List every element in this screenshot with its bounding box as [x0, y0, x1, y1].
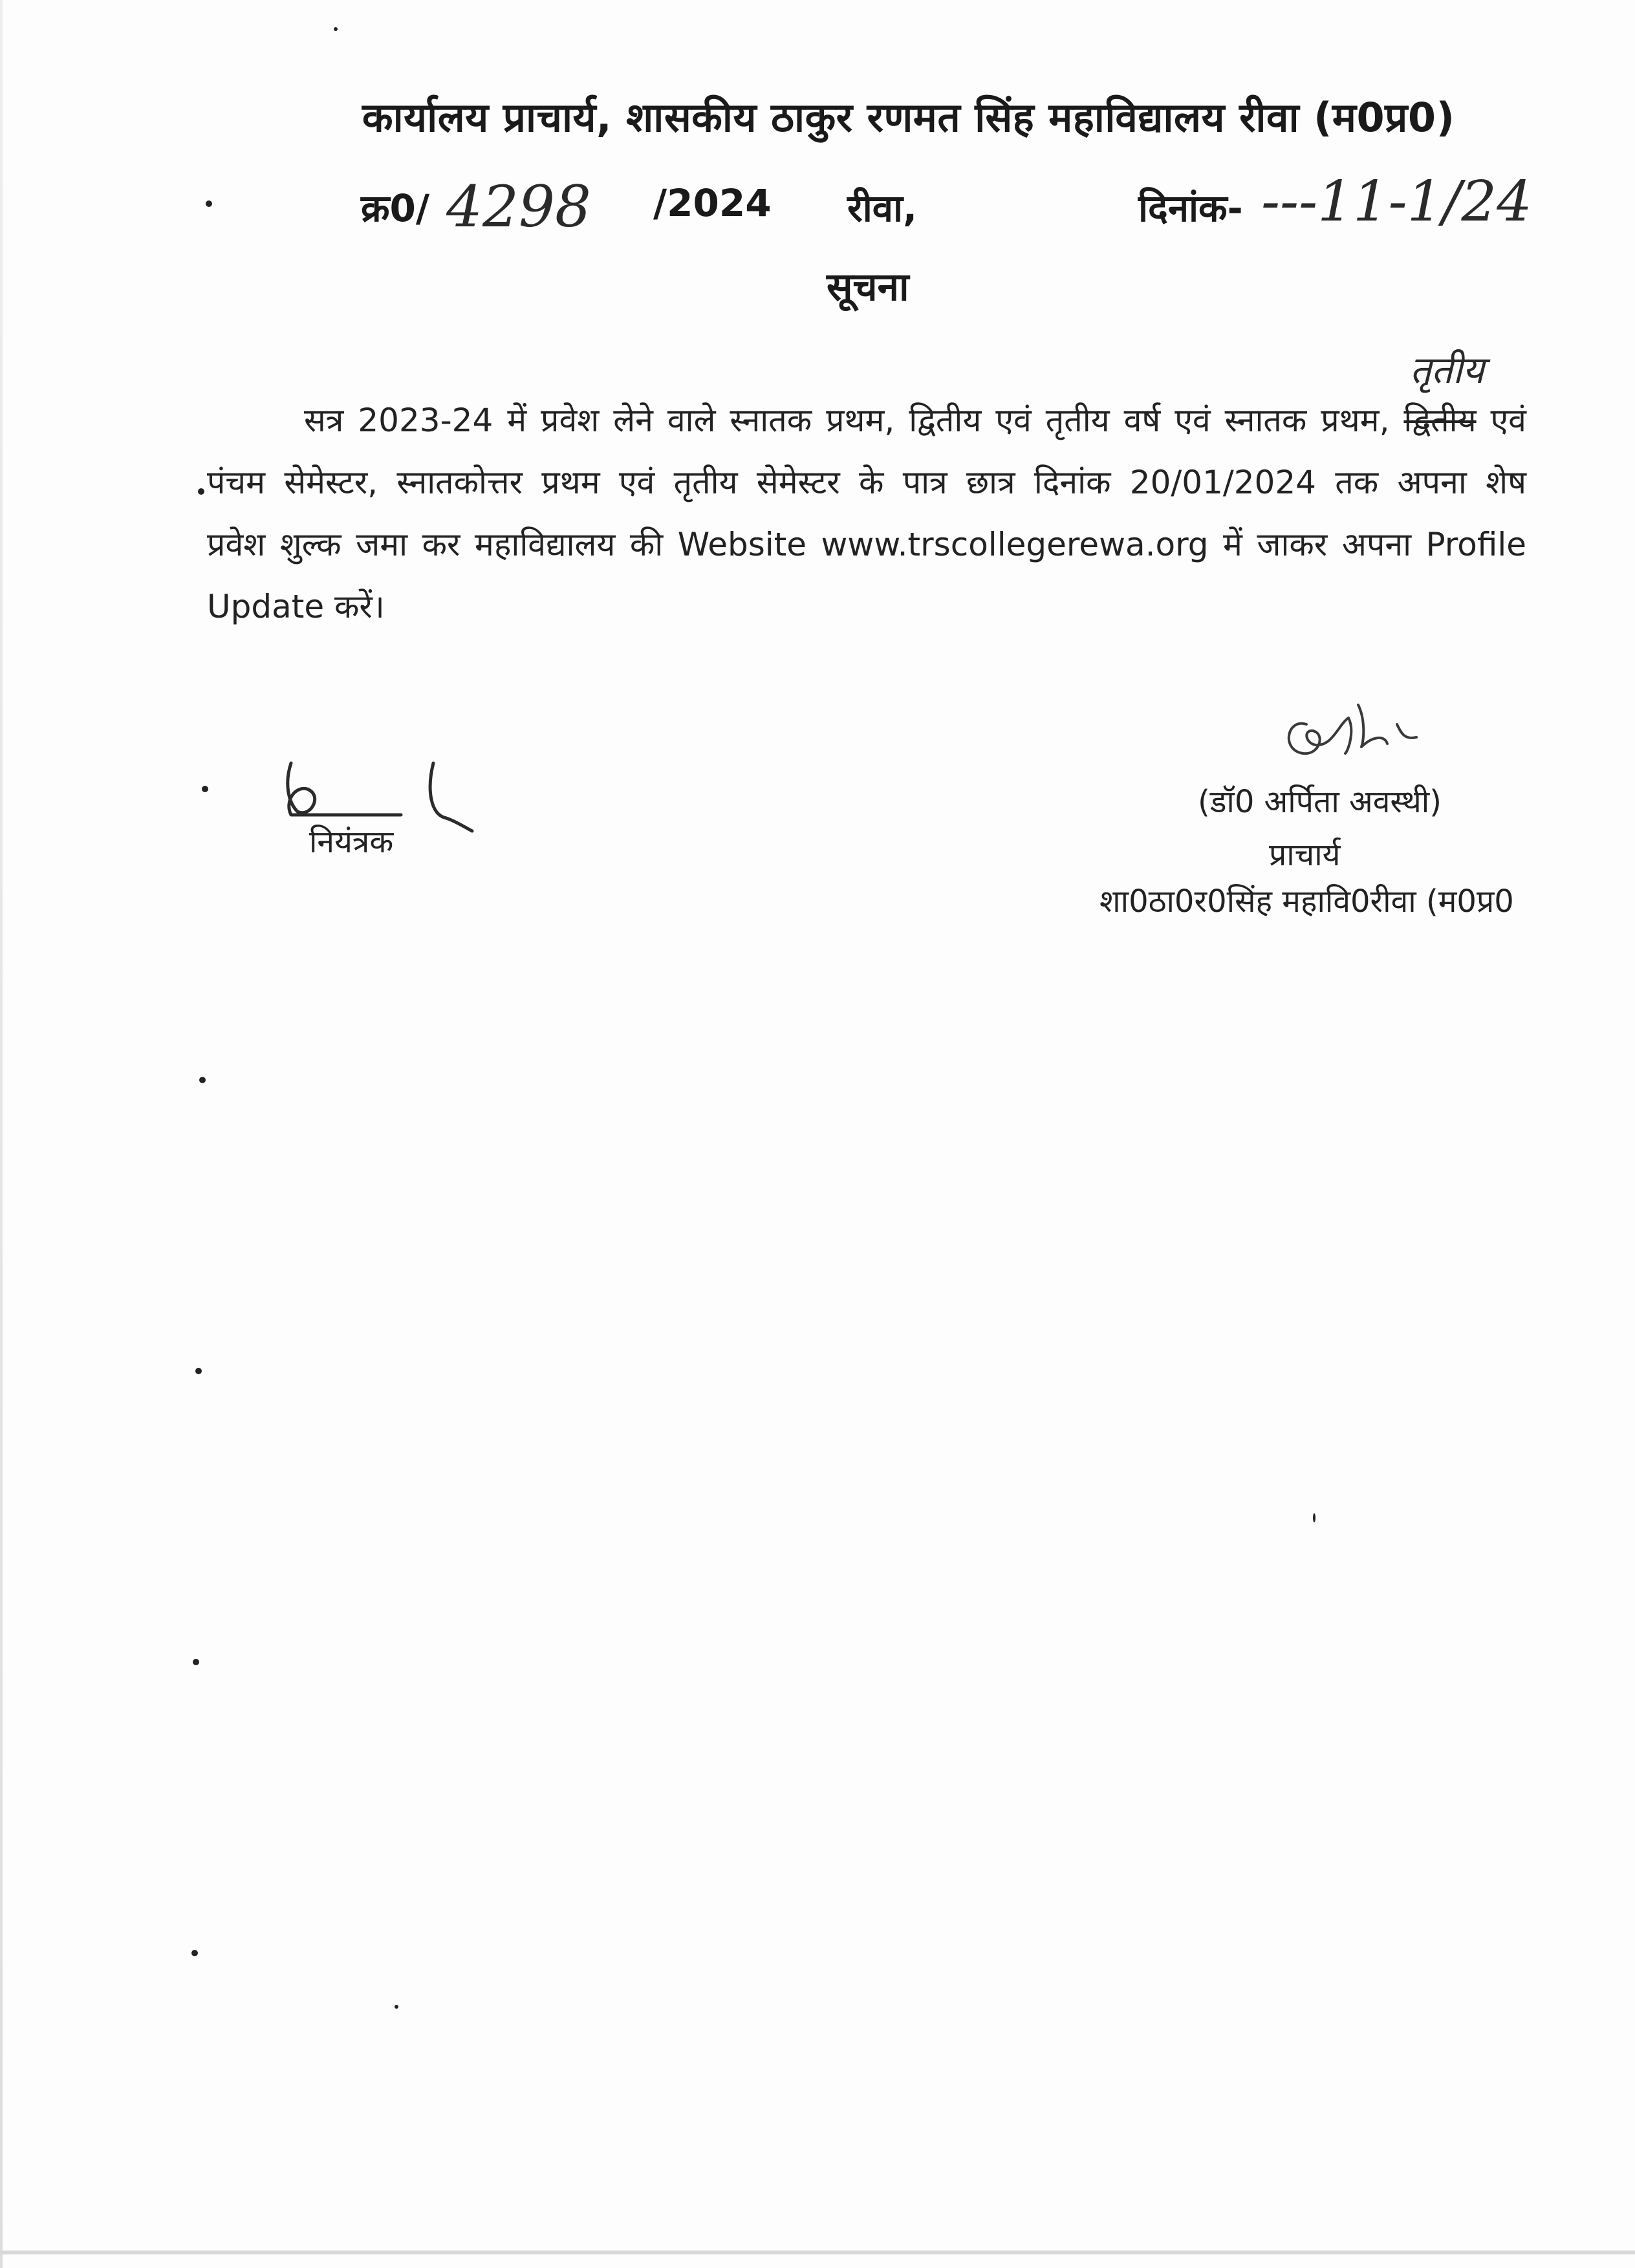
- notice-body: [207, 389, 1526, 638]
- body-line-2: पंचम सेमेस्टर, स्नातकोत्तर प्रथम एवं तृतीय सेमेस्टर के पात्र छात्र दिनांक 20/01/2024 तक अपना शेष: [207, 464, 1526, 501]
- scan-mark: [206, 200, 212, 207]
- body-line-1-text: सत्र 2023-24 में प्रवेश लेने वाले स्नातक प्रथम, द्वितीय एवं तृतीय वर्ष एवं स्नातक प्रथम,: [304, 402, 1390, 439]
- principal-signature: [1268, 679, 1449, 776]
- scan-mark: [395, 2005, 398, 2009]
- date-label: दिनांक-: [1138, 186, 1243, 230]
- body-line-4: Update करें।: [207, 588, 385, 625]
- scan-mark: [199, 1077, 206, 1083]
- scan-mark: [198, 488, 204, 495]
- page-bottom-edge: [0, 2251, 1635, 2254]
- controller-label: नियंत्रक: [309, 824, 394, 860]
- reference-year: /2024: [653, 181, 772, 225]
- scan-mark: [1313, 1513, 1316, 1522]
- scan-mark: [191, 1950, 198, 1956]
- scan-mark: [193, 1659, 199, 1665]
- office-heading: कार्यालय प्राचार्य, शासकीय ठाकुर रणमत सिंह महाविद्यालय रीवा (म0प्र0): [362, 94, 1455, 141]
- scan-mark: [334, 27, 338, 31]
- body-line-1-end: एवं: [1490, 402, 1526, 439]
- scan-mark: [202, 786, 208, 792]
- principal-name: (डॉ0 अर्पिता अवस्थी): [1198, 784, 1442, 820]
- body-line-1: [207, 389, 1526, 451]
- principal-college: शा0ठा0र0सिंह महावि0रीवा (म0प्र0: [1099, 883, 1514, 920]
- reference-prefix: क्र0/: [361, 186, 430, 230]
- scan-mark: [195, 1368, 202, 1374]
- reference-number-handwritten: 4298: [446, 173, 591, 240]
- notice-title: सूचना: [827, 265, 909, 310]
- principal-title: प्राचार्य: [1269, 837, 1341, 873]
- struck-word: द्वितीय: [1403, 402, 1477, 439]
- body-line-3: प्रवेश शुल्क जमा कर महाविद्यालय की Website www.trscollegerewa.org में जाकर अपना Profile: [207, 526, 1526, 563]
- date-handwritten: ---11-1/24: [1261, 169, 1532, 234]
- reference-place: रीवा,: [847, 186, 918, 230]
- page-left-edge: [0, 0, 3, 2268]
- handwritten-insertion: तृतीय: [1410, 348, 1484, 392]
